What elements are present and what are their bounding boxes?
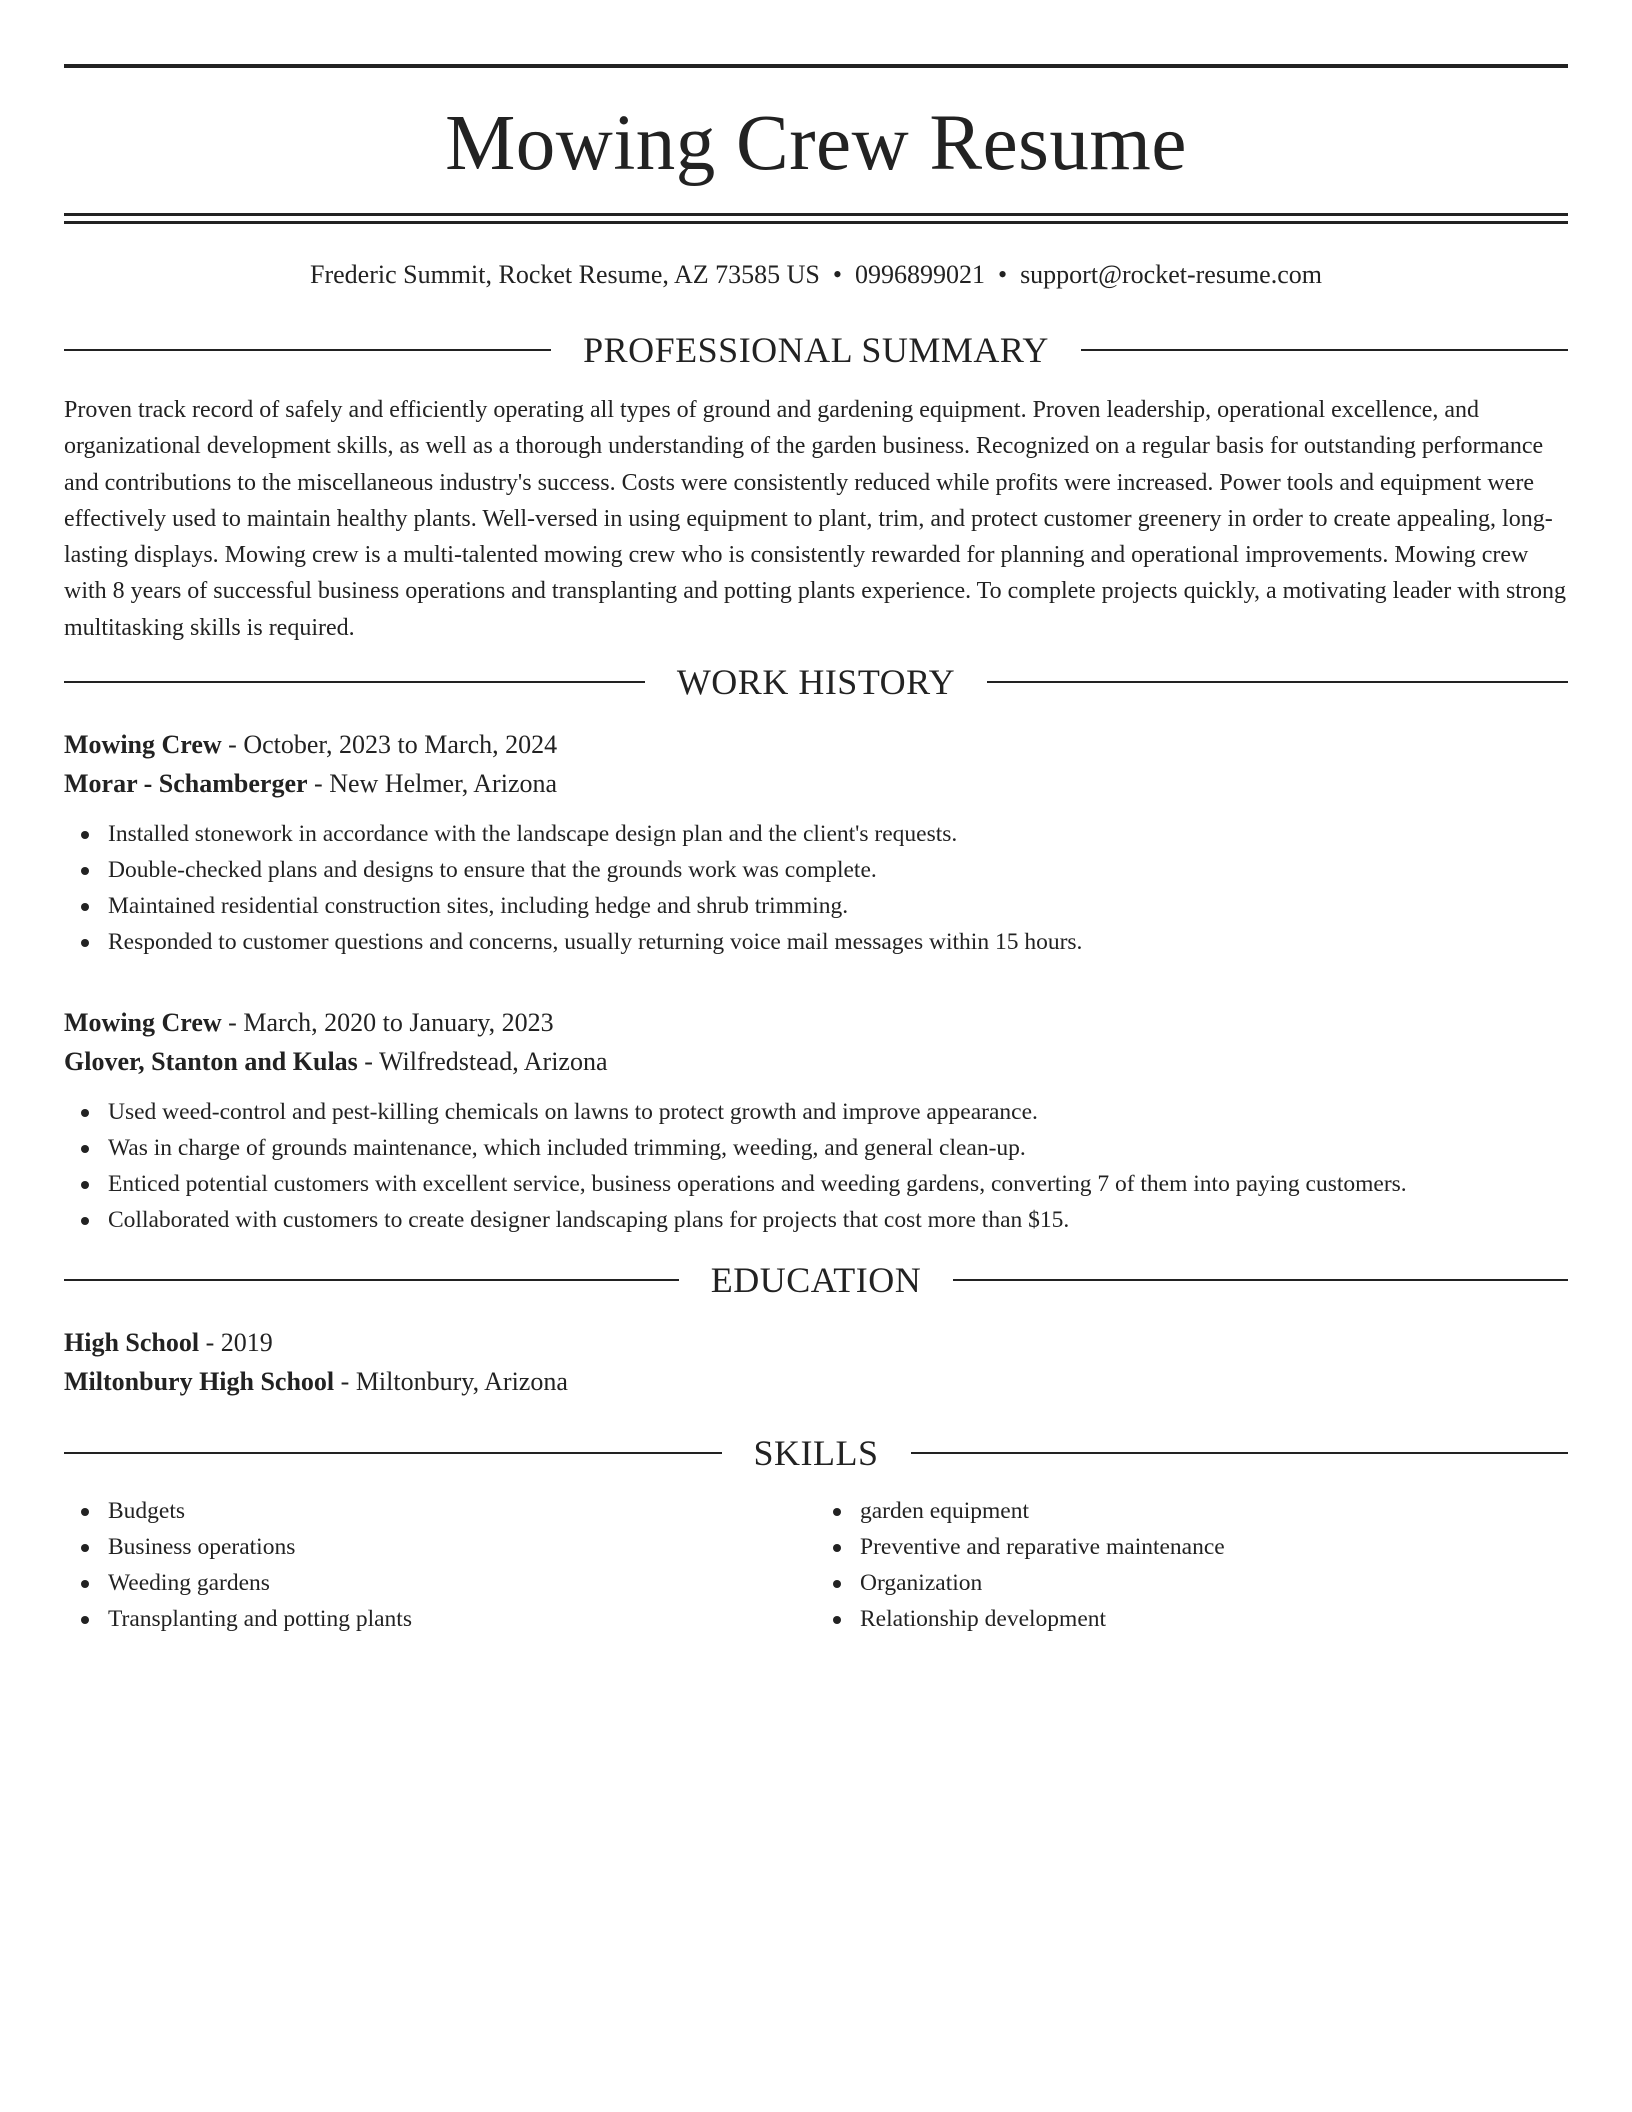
contact-separator: • bbox=[832, 260, 842, 289]
summary-paragraph: Proven track record of safely and efficiently operating all types of ground and gardening equipment. Proven leadership, operational excellence, and organizational development skills, as well as a thorough understanding of the garden business. Recognized on a regular basis for outstanding performance and contributions to the miscellaneous industry's success. Costs were consistently reduced while profits were increased. Power tools and equipment were effectively used to maintain healthy plants. Well-versed in using equipment to plant, trim, and protect customer greenery in order to create appealing, long-lasting displays. Mowing crew is a multi-talented mowing crew who is consistently rewarded for planning and operational improvements. Mowing crew with 8 years of successful business operations and transplanting and potting plants experience. To complete projects quickly, a motivating leader with strong multitasking skills is required. bbox=[64, 397, 1566, 641]
contact-email: support@rocket-resume.com bbox=[1020, 260, 1322, 289]
job-company: Glover, Stanton and Kulas bbox=[64, 1046, 358, 1076]
job-company: Morar - Schamberger bbox=[64, 768, 308, 798]
job-entry bbox=[64, 726, 1568, 960]
job-bullet: Used weed-control and pest-killing chemicals on lawns to protect growth and improve appearance. bbox=[64, 1094, 1568, 1130]
section-title-summary: PROFESSIONAL SUMMARY bbox=[583, 330, 1049, 370]
job-bullet: Collaborated with customers to create designer landscaping plans for projects that cost more than $15. bbox=[64, 1202, 1568, 1238]
education-entry bbox=[64, 1324, 1568, 1401]
section-rule-left bbox=[64, 1279, 679, 1281]
title-double-rule bbox=[64, 213, 1568, 224]
section-rule-right bbox=[911, 1452, 1569, 1454]
top-rule bbox=[64, 64, 1568, 68]
skills-list-left bbox=[64, 1493, 816, 1637]
contact-phone: 0996899021 bbox=[854, 260, 985, 289]
job-bullets bbox=[64, 1094, 1568, 1238]
skills-columns bbox=[64, 1493, 1568, 1637]
section-rule-right bbox=[953, 1279, 1568, 1281]
contact-line bbox=[64, 260, 1568, 290]
skill-item: Weeding gardens bbox=[64, 1565, 816, 1601]
job-bullet: Enticed potential customers with excellent service, business operations and weeding gardens, converting 7 of them into paying customers. bbox=[64, 1166, 1568, 1202]
job-dates: - March, 2020 to January, 2023 bbox=[228, 1008, 554, 1038]
section-title-skills: SKILLS bbox=[753, 1433, 879, 1474]
job-location: - Wilfredstead, Arizona bbox=[364, 1046, 608, 1076]
section-rule-left bbox=[64, 1452, 722, 1454]
job-entry bbox=[64, 1004, 1568, 1238]
section-rule-right bbox=[1081, 349, 1568, 351]
skill-item: Budgets bbox=[64, 1493, 816, 1529]
job-title: Mowing Crew bbox=[64, 730, 222, 760]
job-location: - New Helmer, Arizona bbox=[314, 768, 558, 798]
page-title: Mowing Crew Resume bbox=[445, 100, 1187, 187]
job-company-line bbox=[64, 1043, 1568, 1082]
education-location: - Miltonbury, Arizona bbox=[340, 1366, 568, 1396]
section-title-education: EDUCATION bbox=[710, 1260, 922, 1301]
section-rule-left bbox=[64, 349, 551, 351]
job-bullet: Maintained residential construction sites, including hedge and shrub trimming. bbox=[64, 888, 1568, 924]
job-title-line bbox=[64, 1004, 1568, 1043]
section-rule-left bbox=[64, 681, 645, 683]
skills-list-right bbox=[816, 1493, 1568, 1637]
resume-page bbox=[64, 64, 1568, 1637]
section-header-summary bbox=[64, 330, 1568, 370]
skill-item: Transplanting and potting plants bbox=[64, 1601, 816, 1637]
job-bullet: Was in charge of grounds maintenance, which included trimming, weeding, and general clean-up. bbox=[64, 1130, 1568, 1166]
job-company-line bbox=[64, 765, 1568, 804]
job-title: Mowing Crew bbox=[64, 1008, 222, 1038]
education-school-line bbox=[64, 1363, 1568, 1402]
skill-item: garden equipment bbox=[816, 1493, 1568, 1529]
contact-address: Frederic Summit, Rocket Resume, AZ 73585 US bbox=[310, 260, 820, 289]
education-degree-line bbox=[64, 1324, 1568, 1363]
section-title-work: WORK HISTORY bbox=[676, 662, 956, 703]
job-bullet: Installed stonework in accordance with the landscape design plan and the client's requests. bbox=[64, 816, 1568, 852]
job-bullets bbox=[64, 816, 1568, 960]
section-header-work bbox=[64, 662, 1568, 702]
section-header-education bbox=[64, 1260, 1568, 1300]
skill-item: Organization bbox=[816, 1565, 1568, 1601]
section-header-skills bbox=[64, 1433, 1568, 1473]
contact-separator: • bbox=[997, 260, 1008, 289]
skill-item: Business operations bbox=[64, 1529, 816, 1565]
skill-item: Preventive and reparative maintenance bbox=[816, 1529, 1568, 1565]
job-bullet: Responded to customer questions and concerns, usually returning voice mail messages within 15 hours. bbox=[64, 924, 1568, 960]
job-dates: - October, 2023 to March, 2024 bbox=[228, 730, 558, 760]
education-school: Miltonbury High School bbox=[64, 1366, 335, 1396]
job-title-line bbox=[64, 726, 1568, 765]
section-rule-right bbox=[987, 681, 1568, 683]
job-bullet: Double-checked plans and designs to ensure that the grounds work was complete. bbox=[64, 852, 1568, 888]
education-degree: High School bbox=[64, 1328, 200, 1358]
skill-item: Relationship development bbox=[816, 1601, 1568, 1637]
education-year: - 2019 bbox=[205, 1328, 273, 1358]
